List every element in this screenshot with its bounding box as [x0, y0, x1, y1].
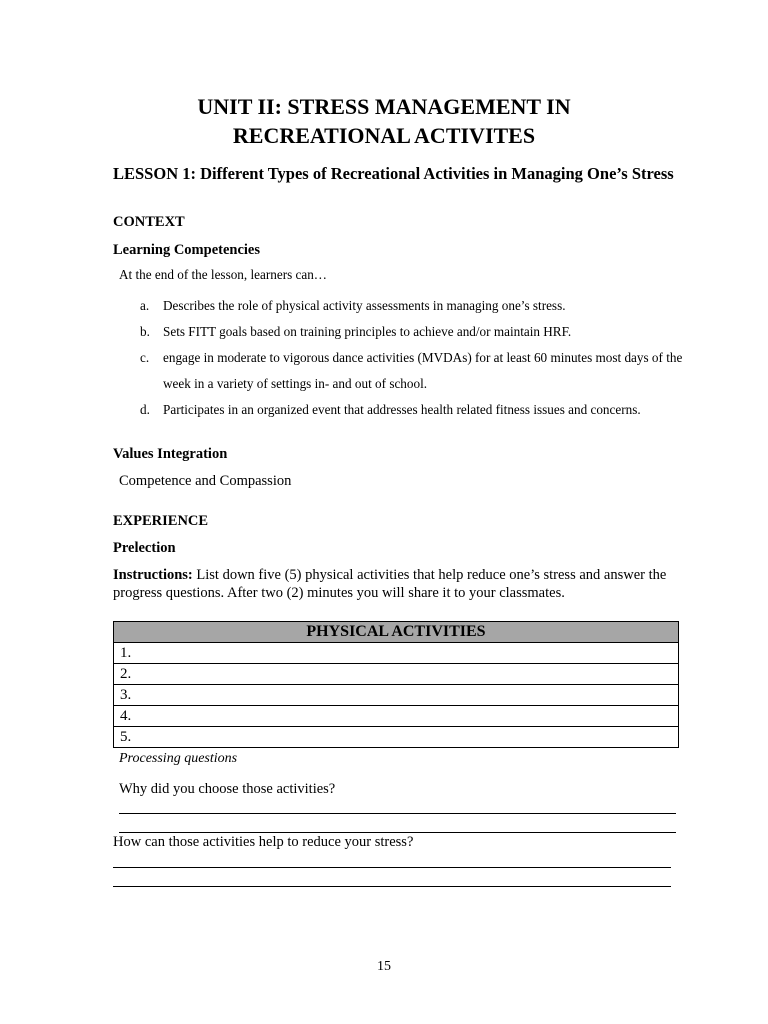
answer-line[interactable] — [119, 832, 676, 833]
question-2: How can those activities help to reduce your stress? — [113, 834, 414, 850]
competency-item — [140, 293, 685, 319]
competency-letter: a. — [140, 298, 150, 313]
competency-letter: c. — [140, 350, 150, 365]
unit-title-line-2: RECREATIONAL ACTIVITES — [232, 123, 536, 148]
unit-title-line-1: UNIT II: STRESS MANAGEMENT IN — [197, 94, 571, 119]
answer-line[interactable] — [113, 886, 671, 887]
table-header-row — [114, 622, 679, 643]
prelection-heading: Prelection — [113, 540, 176, 556]
competency-letter: d. — [140, 402, 150, 417]
table-cell[interactable]: 1. — [114, 643, 679, 664]
competency-text: Sets FITT goals based on training principles to achieve and/or maintain HRF. — [163, 324, 572, 339]
table-row — [114, 727, 679, 748]
experience-heading: EXPERIENCE — [113, 513, 209, 529]
competency-text: engage in moderate to vigorous dance activities (MVDAs) for at least 60 minutes most days of the week in a variety of settings in- and out of school. — [163, 350, 683, 391]
context-heading: CONTEXT — [113, 214, 185, 230]
competency-item — [140, 345, 685, 397]
instructions — [113, 567, 673, 602]
processing-questions-label: Processing questions — [119, 751, 238, 766]
instructions-label: Instructions: — [113, 567, 193, 583]
unit-title — [0, 92, 768, 150]
table-cell[interactable]: 4. — [114, 706, 679, 727]
question-1: Why did you choose those activities? — [119, 781, 336, 797]
table-cell[interactable]: 2. — [114, 664, 679, 685]
values-integration-text: Competence and Compassion — [119, 473, 292, 489]
competency-item — [140, 319, 685, 345]
answer-line[interactable] — [113, 867, 671, 868]
competency-letter: b. — [140, 324, 150, 339]
table-header: PHYSICAL ACTIVITIES — [114, 622, 679, 643]
competency-text: Participates in an organized event that addresses health related fitness issues and concerns. — [163, 402, 641, 417]
table-row — [114, 685, 679, 706]
page-number: 15 — [377, 959, 391, 974]
competencies-list — [140, 293, 685, 423]
values-integration-heading: Values Integration — [113, 446, 228, 462]
competencies-intro: At the end of the lesson, learners can… — [119, 267, 327, 282]
learning-competencies-heading: Learning Competencies — [113, 242, 260, 258]
competency-item — [140, 397, 685, 423]
instructions-text: List down five (5) physical activities that help reduce one’s stress and answer the progress questions. After two (2) minutes you will share it to your classmates. — [113, 567, 667, 601]
physical-activities-table — [113, 621, 679, 748]
lesson-title: LESSON 1: Different Types of Recreational Activities in Managing One’s Stress — [113, 164, 674, 183]
answer-line[interactable] — [119, 813, 676, 814]
table-row — [114, 706, 679, 727]
table-cell[interactable]: 3. — [114, 685, 679, 706]
competency-text: Describes the role of physical activity assessments in managing one’s stress. — [163, 298, 566, 313]
table-cell[interactable]: 5. — [114, 727, 679, 748]
table-row — [114, 664, 679, 685]
table-row — [114, 643, 679, 664]
